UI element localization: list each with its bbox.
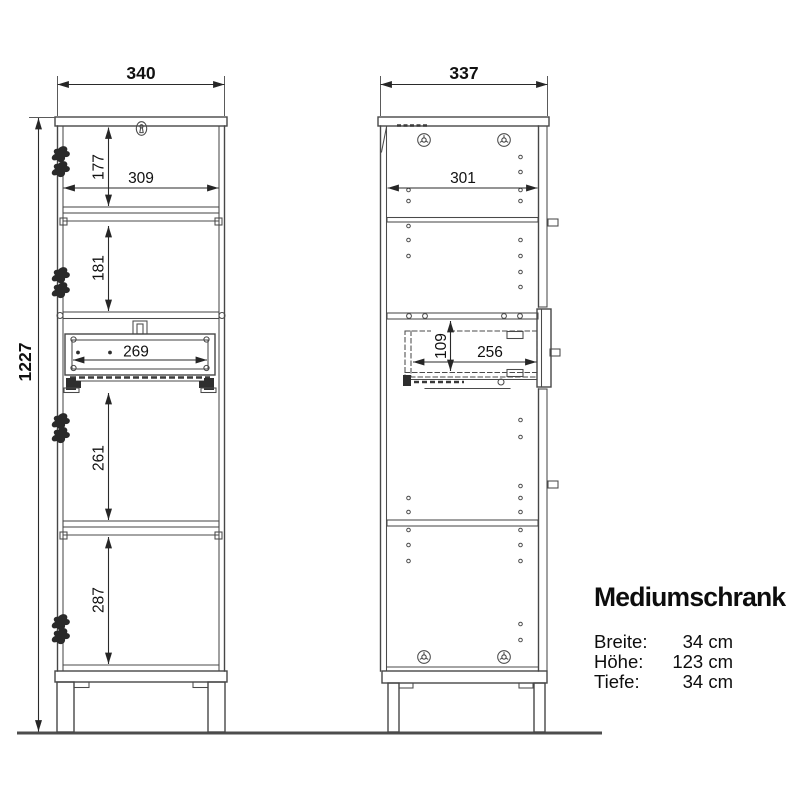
spec-value-hoehe: 123 cm: [672, 651, 733, 672]
handle-hole: [76, 351, 80, 355]
front-divider: [63, 312, 219, 319]
hinge-icon: [52, 282, 70, 298]
dim-drawer-front-width: [73, 344, 207, 361]
side-shelf-top: [387, 218, 538, 223]
dim-label-269: 269: [123, 343, 149, 361]
leg: [534, 683, 545, 732]
cam-screws: [418, 134, 511, 664]
spec-value-breite: 34 cm: [682, 631, 733, 652]
dim-label-287: 287: [90, 587, 108, 613]
spec-label-breite: Breite:: [594, 631, 648, 652]
handle-hole: [108, 351, 112, 355]
hinge-icon: [52, 146, 70, 162]
dim-label-front-width: 340: [126, 63, 156, 83]
drawer-runner-right: [199, 378, 216, 393]
hinge-icon: [52, 161, 70, 177]
dim-front-inner-width: [64, 170, 219, 188]
cam-screw-icon: [418, 134, 431, 147]
hinge-icon: [52, 628, 70, 644]
dim-front-bottom-compartment: [91, 537, 109, 664]
dim-front-third-compartment: [91, 393, 109, 520]
drawer-runner-left: [64, 378, 81, 393]
front-bottom-panel: [55, 671, 227, 682]
dim-label-109: 109: [433, 333, 450, 359]
front-view: [15, 63, 227, 732]
cam-screw-icon: [418, 651, 431, 664]
runner-mount: [507, 332, 523, 339]
dim-front-total-height: [15, 118, 56, 732]
knob-icon: [548, 219, 558, 226]
leg: [57, 682, 74, 732]
knob-icon: [548, 481, 558, 488]
dim-side-total-depth: [381, 63, 548, 116]
dim-front-second-compartment: [91, 226, 109, 311]
side-view: [378, 63, 560, 732]
front-shelf-top: [63, 207, 219, 213]
dim-drawer-height: [431, 321, 451, 371]
front-cabinet-body: [55, 117, 227, 682]
side-cabinet-body: [378, 117, 551, 683]
dim-label-301: 301: [450, 170, 476, 187]
side-drawer: [403, 331, 537, 389]
leg: [388, 683, 399, 732]
dim-label-256: 256: [477, 344, 503, 361]
leg-plate: [399, 683, 413, 688]
side-shelf-bottom: [387, 520, 538, 526]
dim-front-top-compartment: [91, 128, 109, 207]
dim-label-261: 261: [90, 445, 108, 471]
leg: [208, 682, 225, 732]
side-legs: [388, 683, 545, 732]
side-bottom-panel: [382, 671, 547, 683]
title-block: [594, 582, 786, 692]
leg-plate: [74, 682, 89, 688]
hinge-icon: [52, 614, 70, 630]
hinge-icon: [52, 427, 70, 443]
dim-label-337: 337: [449, 63, 479, 83]
dim-front-total-width: [58, 63, 225, 116]
dim-label-177: 177: [90, 154, 108, 180]
hinge-icon: [52, 267, 70, 283]
spec-value-tiefe: 34 cm: [682, 671, 733, 692]
cam-screw-icon: [498, 651, 511, 664]
knobs: [548, 219, 560, 488]
drawer-side-front: [537, 309, 551, 387]
keyhole-icon: [136, 122, 146, 136]
front-legs: [57, 682, 225, 732]
dim-label-front-height: 1227: [15, 342, 35, 382]
dim-side-inner-depth: [388, 170, 538, 188]
hinge-icon: [52, 413, 70, 429]
leg-plate: [193, 682, 208, 688]
cam-screw-icon: [498, 134, 511, 147]
leg-plate: [519, 683, 533, 688]
shelf-pin-holes: [407, 155, 523, 642]
drawer-hanger-tab: [133, 321, 147, 334]
dim-label-309: 309: [128, 170, 154, 187]
spec-label-hoehe: Höhe:: [594, 651, 644, 672]
product-title: Mediumschrank: [594, 582, 786, 612]
dim-label-181: 181: [90, 255, 108, 281]
spec-label-tiefe: Tiefe:: [594, 671, 640, 692]
front-shelf-bottom: [63, 521, 219, 527]
